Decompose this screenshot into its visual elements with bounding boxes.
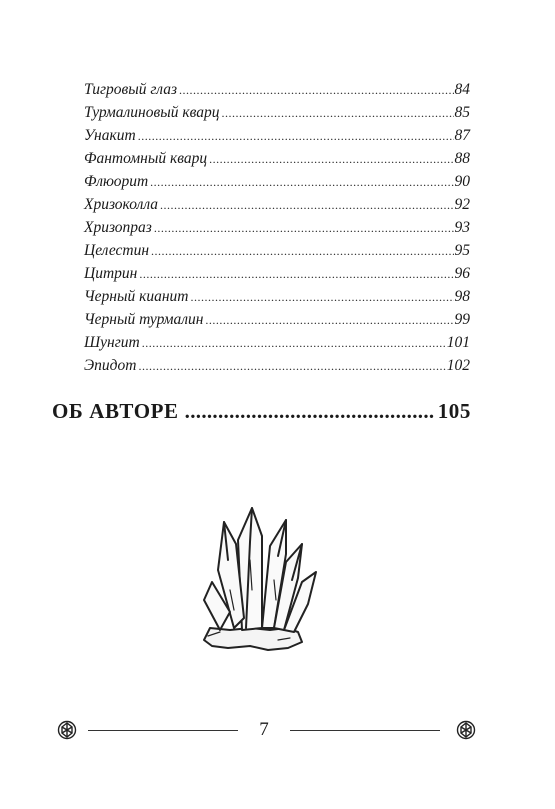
- gem-ornament-icon: [455, 719, 477, 741]
- gem-ornament-icon: [56, 719, 78, 741]
- dot-leader: [138, 355, 445, 378]
- toc-entry[interactable]: [84, 239, 470, 262]
- toc-entry-page: 84: [454, 81, 470, 98]
- toc-entry-title: Черный турмалин: [84, 311, 204, 328]
- dot-leader: [179, 79, 454, 102]
- toc-entry-page: 87: [454, 127, 470, 144]
- page-footer: [0, 715, 555, 745]
- toc-entry-page: 99: [454, 311, 470, 328]
- toc-entry[interactable]: [84, 170, 470, 193]
- toc-entry-page: 85: [454, 104, 470, 121]
- dot-leader: [150, 171, 453, 194]
- toc-entry-title: Хризоколла: [84, 196, 159, 213]
- toc-entry-title: Тигровый глаз: [84, 81, 177, 98]
- toc-entry-page: 93: [454, 219, 470, 236]
- toc-entry[interactable]: [84, 354, 470, 377]
- dot-leader: [221, 102, 453, 125]
- toc-entry-title: Унакит: [84, 127, 136, 144]
- toc-entry-page: 88: [454, 150, 470, 167]
- toc-entry-title: Эпидот: [84, 357, 137, 374]
- toc-entry[interactable]: [84, 308, 470, 331]
- toc-entry[interactable]: [84, 101, 470, 124]
- dot-leader: [205, 309, 453, 332]
- dot-leader: [160, 194, 453, 217]
- dot-leader: [191, 286, 454, 309]
- dot-leader: [209, 148, 453, 171]
- footer-rule-right: [290, 730, 440, 731]
- toc-entry-title: Цитрин: [84, 265, 138, 282]
- toc-entry-title: Флюорит: [84, 173, 149, 190]
- toc-entry-title: Фантомный кварц: [84, 150, 208, 167]
- toc-entry-page: 98: [454, 288, 470, 305]
- dot-leader: [142, 332, 446, 355]
- toc-entry-page: 102: [446, 357, 470, 374]
- toc-entry-title: Хризопраз: [84, 219, 152, 236]
- toc-entry-title: Черный кианит: [84, 288, 189, 305]
- toc-entry[interactable]: [84, 193, 470, 216]
- toc-entry[interactable]: [84, 331, 470, 354]
- toc-list: [84, 78, 470, 377]
- toc-author-section[interactable]: [52, 399, 471, 424]
- page-number: 7: [259, 719, 269, 740]
- author-section-page: 105: [437, 399, 471, 423]
- dot-leader: [139, 263, 453, 286]
- toc-entry-page: 95: [454, 242, 470, 259]
- dot-leader: [185, 399, 434, 424]
- toc-entry[interactable]: [84, 262, 470, 285]
- toc-entry[interactable]: [84, 285, 470, 308]
- toc-entry-page: 92: [454, 196, 470, 213]
- toc-entry-title: Шунгит: [84, 334, 140, 351]
- toc-entry-page: 90: [454, 173, 470, 190]
- author-section-title: ОБ АВТОРЕ: [52, 399, 179, 423]
- footer-rule-left: [88, 730, 238, 731]
- toc-entry[interactable]: [84, 124, 470, 147]
- crystal-cluster-drawing: [190, 500, 320, 660]
- dot-leader: [138, 125, 454, 148]
- toc-entry-title: Турмалиновый кварц: [84, 104, 220, 121]
- toc-entry-title: Целестин: [84, 242, 150, 259]
- dot-leader: [154, 217, 454, 240]
- toc-entry[interactable]: [84, 78, 470, 101]
- toc-entry-page: 101: [446, 334, 470, 351]
- toc-entry[interactable]: [84, 216, 470, 239]
- toc-entry-page: 96: [454, 265, 470, 282]
- toc-entry[interactable]: [84, 147, 470, 170]
- dot-leader: [151, 240, 453, 263]
